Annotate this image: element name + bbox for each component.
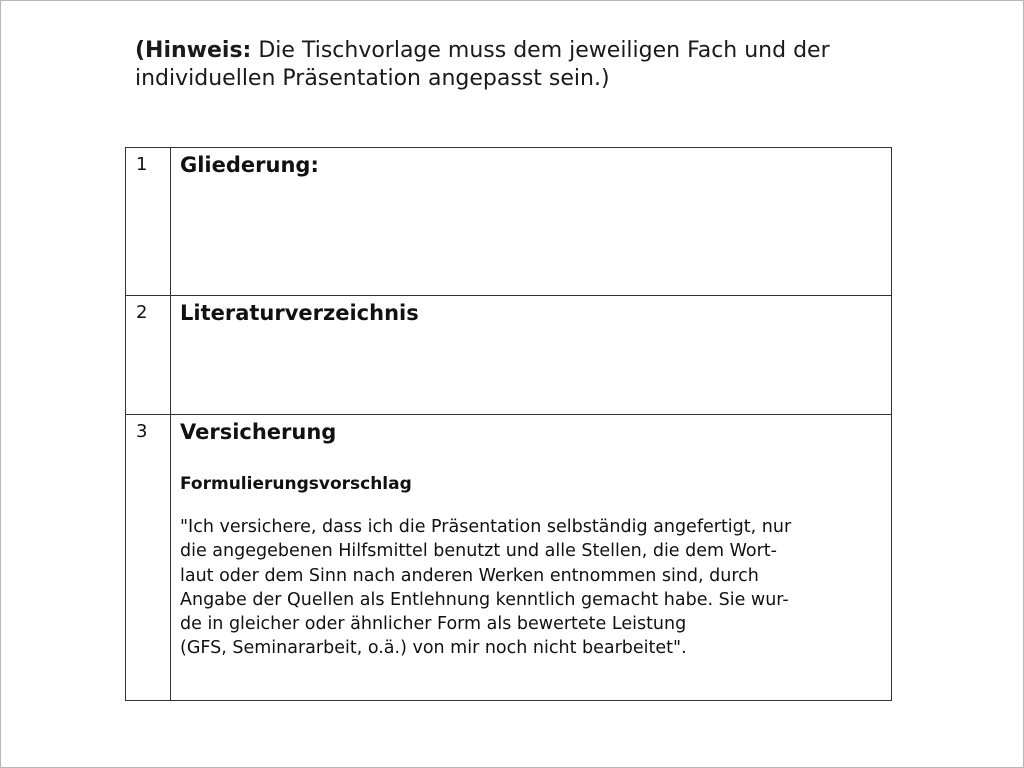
form-table	[125, 147, 892, 701]
hint-label: (Hinweis:	[135, 38, 252, 63]
hint-paragraph	[135, 37, 915, 93]
row-number: 1	[126, 148, 171, 296]
section-title-outline: Gliederung:	[180, 153, 319, 177]
row-content	[171, 415, 892, 701]
row-content	[171, 296, 892, 415]
declaration-line: Angabe der Quellen als Entlehnung kenntlich gemacht habe. Sie wur-	[180, 589, 789, 610]
declaration-text	[180, 515, 883, 661]
row-number: 2	[126, 296, 171, 415]
declaration-line: de in gleicher oder ähnlicher Form als bewertete Leistung	[180, 614, 687, 635]
row-number: 3	[126, 415, 171, 701]
table-row-bibliography	[126, 296, 892, 415]
table-row-declaration	[126, 415, 892, 701]
declaration-line: laut oder dem Sinn nach anderen Werken entnommen sind, durch	[180, 565, 759, 586]
declaration-line: "Ich versichere, dass ich die Präsentation selbständig angefertigt, nur	[180, 517, 792, 537]
section-title-bibliography: Literaturverzeichnis	[180, 301, 419, 325]
section-subtitle: Formulierungsvorschlag	[180, 474, 412, 494]
row-content	[171, 148, 892, 296]
hint-text: Die Tischvorlage muss dem jeweiligen Fach und der individuellen Präsentation angepasst sein.)	[135, 38, 830, 91]
declaration-line: (GFS, Seminararbeit, o.ä.) von mir noch nicht bearbeitet".	[180, 638, 687, 659]
table-row-outline	[126, 148, 892, 296]
declaration-line: die angegebenen Hilfsmittel benutzt und alle Stellen, die dem Wort-	[180, 541, 777, 562]
section-title-declaration: Versicherung	[180, 420, 337, 444]
